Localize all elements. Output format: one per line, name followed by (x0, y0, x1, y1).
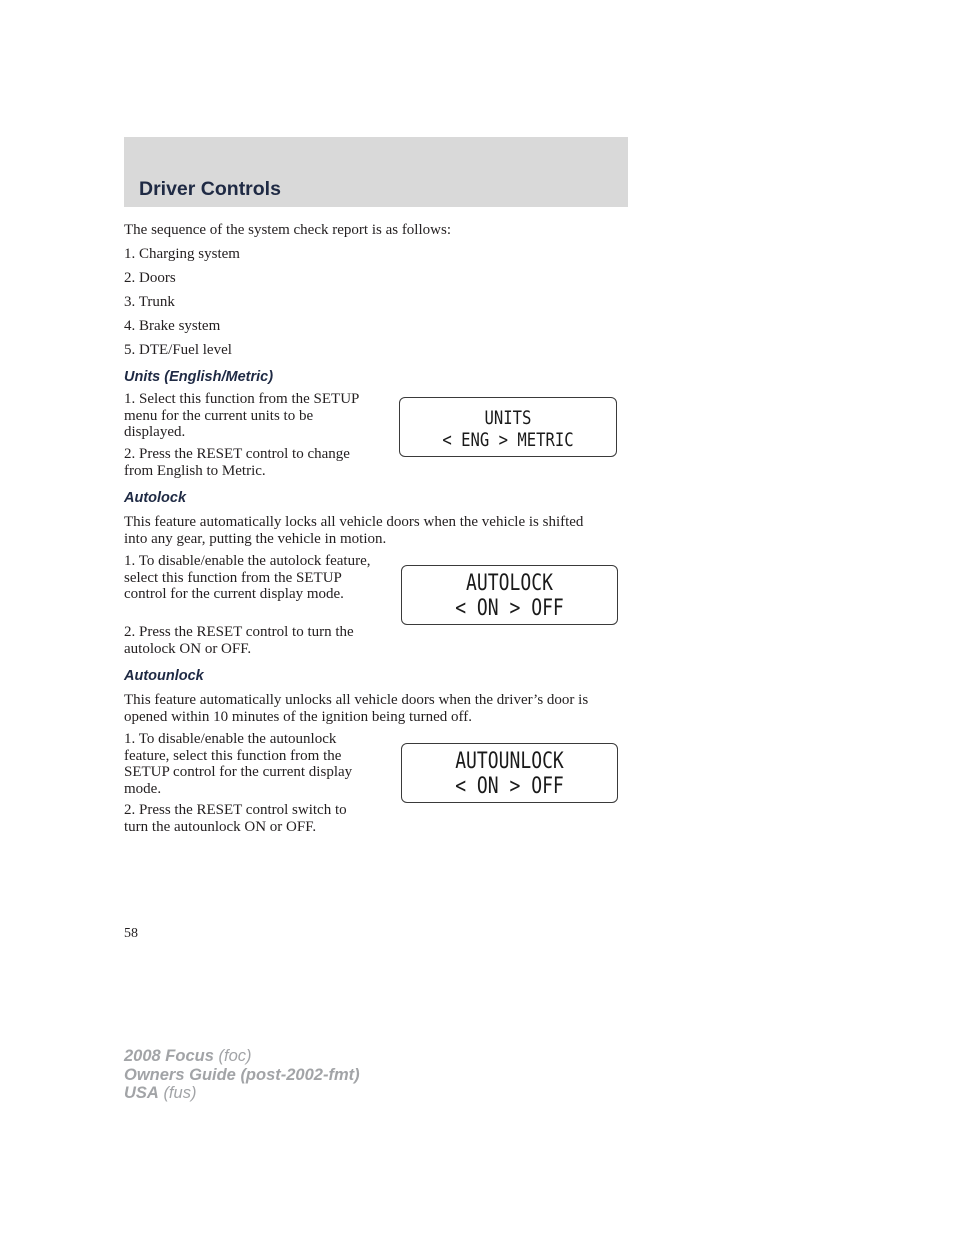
footer-model: 2008 Focus (124, 1047, 214, 1065)
list-item: 3. Trunk (124, 294, 175, 310)
autounlock-display (401, 743, 618, 803)
units-step-2: 2. Press the RESET control to change from English to Metric. (124, 446, 350, 479)
autolock-step-1: 1. To disable/enable the autolock feature, select this function from the SETUP control for the current display mode. (124, 553, 371, 602)
footer-line-guide (124, 1066, 360, 1085)
units-step-1: 1. Select this function from the SETUP menu for the current units to be displayed. (124, 391, 359, 440)
display-line-1: UNITS (484, 407, 532, 429)
footer-model-code: (foc) (218, 1047, 252, 1065)
footer-market-code: (fus) (163, 1084, 197, 1102)
units-display (399, 397, 617, 457)
autolock-step-2: 2. Press the RESET control to turn the autolock ON or OFF. (124, 624, 354, 657)
document-footer (124, 1047, 360, 1103)
list-item: 4. Brake system (124, 318, 221, 334)
list-item: 1. Charging system (124, 246, 240, 262)
autolock-description: This feature automatically locks all vehicle doors when the vehicle is shifted into any gear, putting the vehicle in motion. (124, 514, 584, 547)
autounlock-step-1: 1. To disable/enable the autounlock feature, select this function from the SETUP control for the current display mode. (124, 731, 353, 797)
autolock-heading: Autolock (124, 490, 187, 506)
section-title: Driver Controls (139, 178, 281, 200)
autolock-display (401, 565, 618, 625)
intro-text: The sequence of the system check report is as follows: (124, 222, 451, 238)
autounlock-description: This feature automatically unlocks all vehicle doors when the driver’s door is opened within 10 minutes of the ignition being turned off. (124, 692, 589, 725)
display-line-1: AUTOUNLOCK (455, 749, 564, 774)
section-header-bar (124, 137, 628, 207)
list-item: 5. DTE/Fuel level (124, 342, 232, 358)
display-line-2: < ON > OFF (455, 774, 564, 799)
display-line-2: < ON > OFF (455, 596, 564, 621)
display-line-1: AUTOLOCK (466, 571, 553, 596)
autounlock-step-2: 2. Press the RESET control switch to turn the autounlock ON or OFF. (124, 802, 347, 835)
autounlock-heading: Autounlock (124, 668, 204, 684)
footer-guide: Owners Guide (post-2002-fmt) (124, 1065, 360, 1084)
page-number: 58 (124, 926, 138, 941)
display-line-2: < ENG > METRIC (442, 429, 574, 451)
footer-market: USA (124, 1084, 159, 1102)
footer-line-market (124, 1084, 360, 1103)
units-heading: Units (English/Metric) (124, 369, 274, 385)
footer-line-model (124, 1047, 360, 1066)
list-item: 2. Doors (124, 270, 176, 286)
